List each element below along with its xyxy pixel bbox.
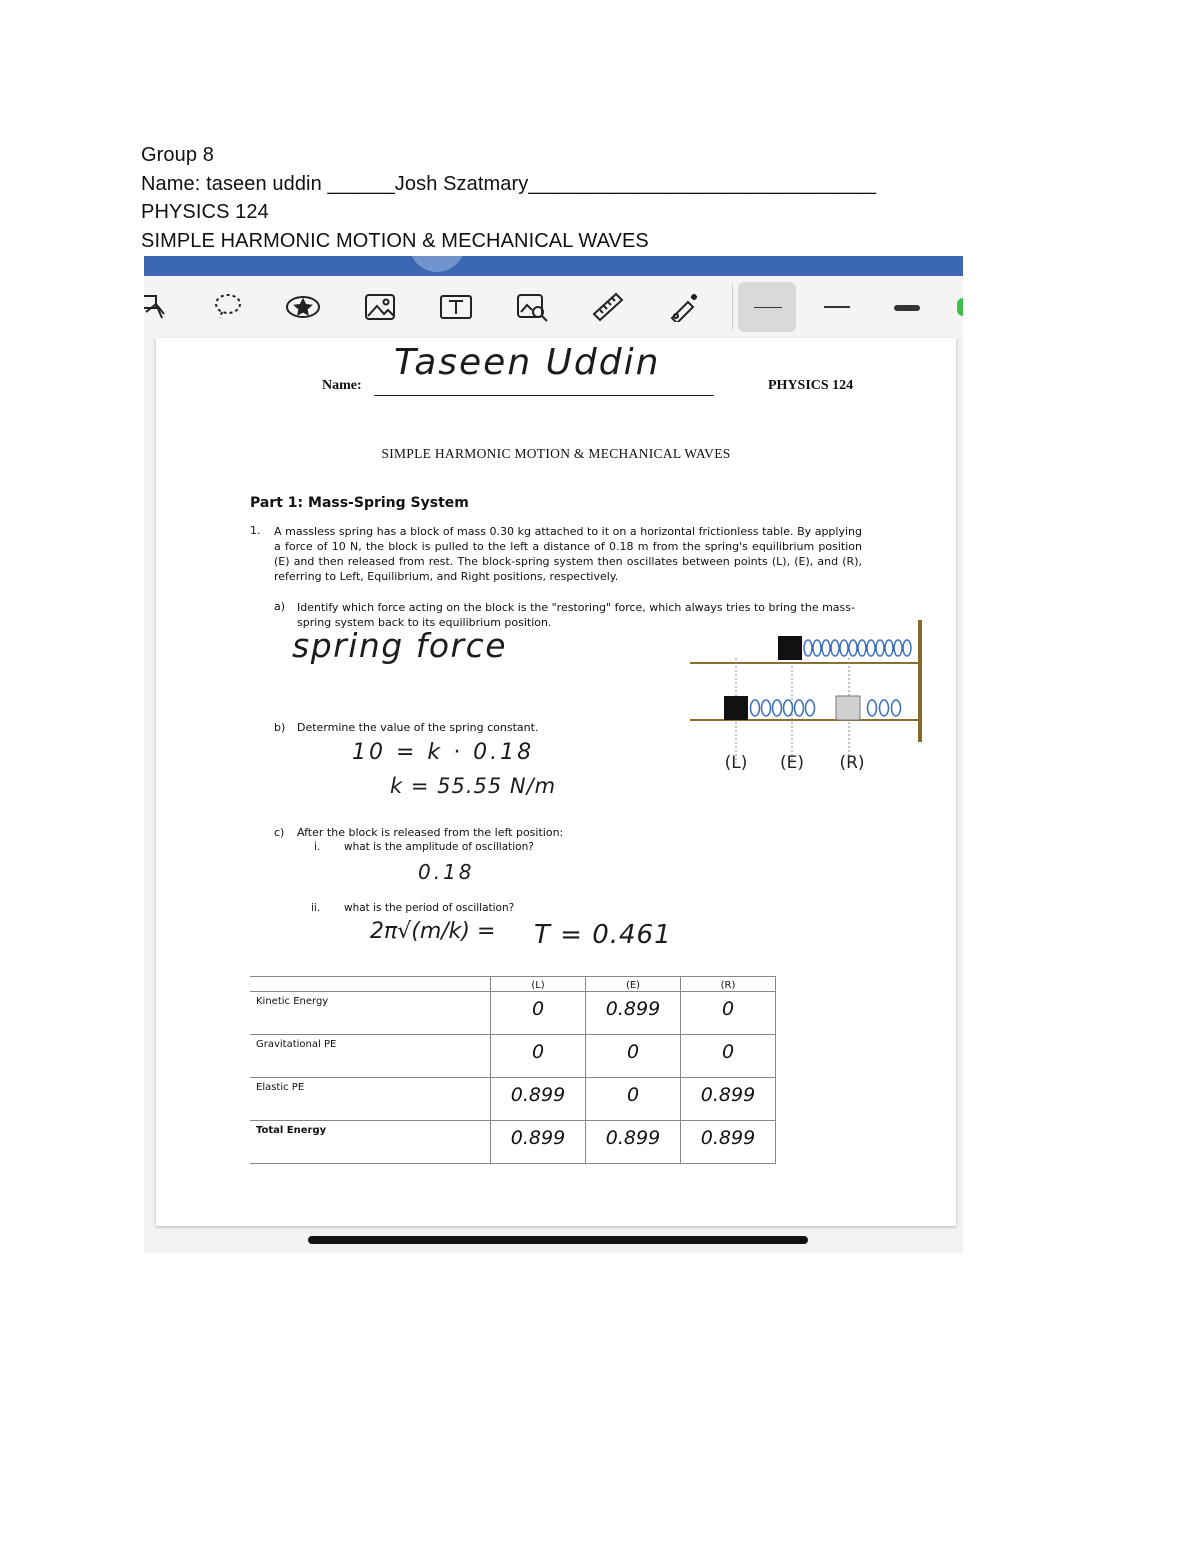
- block-right-ghost: [836, 696, 860, 720]
- label-right: (R): [839, 753, 865, 773]
- handwritten-period-value: T = 0.461: [534, 920, 672, 950]
- table-cell: 0: [626, 1084, 640, 1106]
- worksheet-page: [156, 338, 956, 1226]
- question-number: 1.: [250, 524, 261, 537]
- lasso-select-icon[interactable]: [144, 290, 178, 324]
- handwritten-answer-a: spring force: [292, 626, 508, 665]
- table-cell: 0.899: [510, 1084, 566, 1106]
- row-label: Kinetic Energy: [250, 992, 491, 1035]
- part-c-ii-text: what is the period of oscillation?: [344, 902, 515, 914]
- table-cell: 0.899: [510, 1127, 566, 1149]
- label-equilibrium: (E): [779, 753, 805, 773]
- line-width-medium[interactable]: [824, 306, 850, 308]
- row-label: Gravitational PE: [250, 1035, 491, 1078]
- question-1-text: A massless spring has a block of mass 0.30 kg attached to it on a horizontal frictionless table. By applying a force of 10 N, the block is pulled to the left a distance of 0.18 m from the spring's equilibrium position (E) and then released from rest. The block-spring system then oscillates between points (L), (E), and (R), referring to Left, Equilibrium, and Right positions, respectively.: [274, 525, 862, 583]
- worksheet-screenshot: [144, 256, 963, 1253]
- image-icon[interactable]: [360, 290, 400, 324]
- col-header-L: (L): [491, 977, 586, 992]
- names-line: Name: taseen uddin ______Josh Szatmary_______________________________: [141, 172, 877, 195]
- part-a-text: Identify which force acting on the block is the "restoring" force, which always tries to bring the mass-spring system back to its equilibrium position.: [297, 601, 855, 629]
- table-row: [250, 1035, 776, 1078]
- group-line: Group 8: [141, 144, 214, 166]
- table-cell: 0: [531, 998, 545, 1020]
- label-left: (L): [724, 753, 748, 773]
- table-cell: 0: [531, 1041, 545, 1063]
- lasso-icon[interactable]: [208, 290, 248, 324]
- energy-table: [250, 976, 776, 1164]
- line-width-thin[interactable]: [754, 307, 782, 308]
- part-a-label: a): [274, 600, 286, 613]
- spring-top: [804, 640, 911, 656]
- part-heading: Part 1: Mass-Spring System: [250, 495, 469, 511]
- diagram-surfaces: [690, 620, 922, 742]
- title-line: SIMPLE HARMONIC MOTION & MECHANICAL WAVES: [141, 229, 649, 252]
- mass-spring-diagram: [686, 618, 926, 778]
- part-c-i-label: i.: [314, 841, 321, 853]
- name-underline: [374, 395, 714, 396]
- worksheet-title: SIMPLE HARMONIC MOTION & MECHANICAL WAVES: [381, 446, 731, 461]
- sticker-icon[interactable]: [283, 290, 323, 324]
- line-width-thick[interactable]: [894, 305, 920, 311]
- table-cell: 0: [721, 998, 735, 1020]
- handwritten-equation-2: k = 55.55 N/m: [390, 774, 557, 798]
- col-header-R: (R): [681, 977, 776, 992]
- text-box-icon[interactable]: [436, 290, 476, 324]
- toolbar-divider: [732, 284, 733, 330]
- page-indicator: [409, 256, 465, 272]
- table-row: [250, 992, 776, 1035]
- table-cell: 0.899: [605, 998, 661, 1020]
- part-c-label: c): [274, 826, 285, 839]
- laser-pointer-icon[interactable]: [664, 290, 704, 324]
- color-swatch-green[interactable]: [957, 298, 963, 316]
- table-cell: 0.899: [700, 1084, 756, 1106]
- home-indicator[interactable]: [308, 1236, 808, 1244]
- table-row: [250, 1078, 776, 1121]
- course-line: PHYSICS 124: [141, 201, 269, 223]
- handwritten-period-formula: 2π√(m/k) =: [370, 919, 496, 944]
- ruler-icon[interactable]: [588, 290, 628, 324]
- part-c-text: After the block is released from the left position:: [297, 826, 564, 839]
- table-cell: 0.899: [605, 1127, 661, 1149]
- table-cell: 0: [721, 1041, 735, 1063]
- handwritten-amplitude: 0.18: [418, 860, 475, 884]
- handwritten-name: Taseen Uddin: [394, 342, 661, 383]
- app-title-bar: [144, 256, 963, 276]
- part-b-text: Determine the value of the spring constant.: [297, 721, 539, 734]
- handwritten-equation-1: 10 = k · 0.18: [352, 740, 535, 765]
- table-header-row: [250, 977, 776, 992]
- spring-bottom: [751, 700, 901, 716]
- table-row: [250, 1121, 776, 1164]
- row-label: Total Energy: [250, 1121, 491, 1164]
- col-header-E: (E): [586, 977, 681, 992]
- part-b-label: b): [274, 721, 286, 734]
- name-label: Name:: [322, 378, 362, 393]
- document-header: [141, 141, 1041, 255]
- row-label: Elastic PE: [250, 1078, 491, 1121]
- image-search-icon[interactable]: [512, 290, 552, 324]
- block-equilibrium: [778, 636, 802, 660]
- course-label: PHYSICS 124: [768, 378, 854, 393]
- table-cell: 0.899: [700, 1127, 756, 1149]
- annotation-toolbar: [144, 276, 963, 338]
- part-c-ii-label: ii.: [311, 902, 321, 914]
- table-cell: 0: [626, 1041, 640, 1063]
- part-c-i-text: what is the amplitude of oscillation?: [344, 841, 534, 853]
- block-left: [724, 696, 748, 720]
